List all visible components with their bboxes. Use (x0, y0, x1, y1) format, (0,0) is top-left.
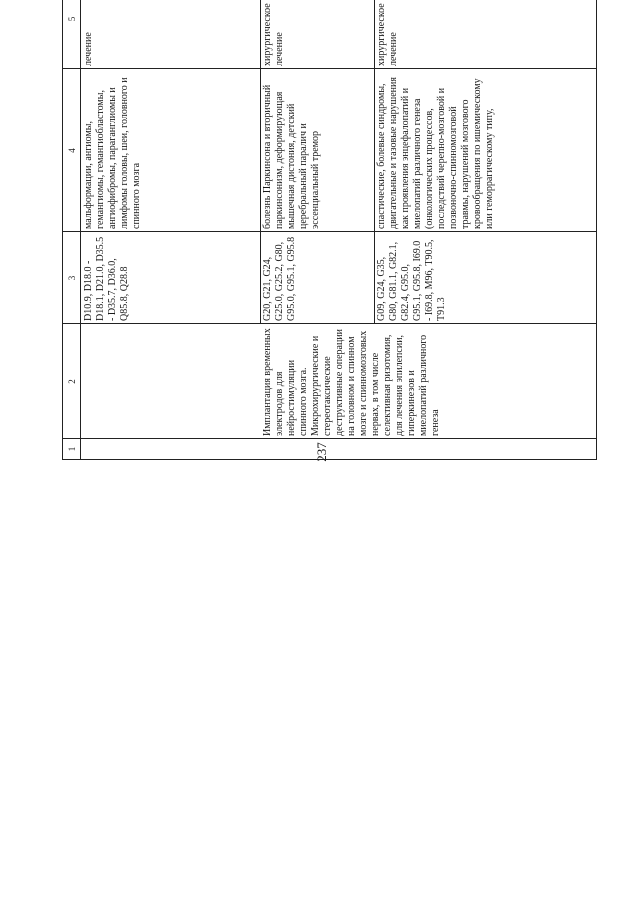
row1-icd-codes: D10.9, D18.0 - D18.1, D21.0, D35.5 - D35.7, D36.0, Q85.8, Q28.8 (83, 236, 130, 321)
rotated-table-page (62, 0, 597, 460)
row3-treatment-type: хирургическое лечение (376, 3, 399, 66)
row2-icd-codes: G20, G21, G24, G25.0, G25.2, G80, G95.0, G95.1, G95.8 (262, 236, 297, 321)
column-number-5: 5 (67, 16, 77, 22)
page-number: 237 (314, 442, 329, 462)
row2-diagnosis: болезнь Паркинсона и вторичный паркинсонизм, деформирующая мышечная дистония, детский церебральный паралич и эссенциальный тремор (262, 84, 321, 229)
row3-icd-codes: G09, G24, G35, G80, G81.1, G82.1, G82.4, G95.0, G95.1, G95.8, I69.0 - I69.8, M96, T90.5, T91.3 (376, 239, 447, 321)
group-procedure-name: Имплантация временных электродов для нейростимуляции спинного мозга. Микрохирургические и стереотаксические деструктивные операции на головном и спинном мозге и спинномозговых нервах, в том числе селективная ризотомия, для лечения эпилепсии, гиперкинезов и миелопатий различного генеза (262, 328, 441, 436)
column-number-1: 1 (67, 446, 77, 452)
procedures-table (62, 0, 597, 460)
row2-treatment-type: хирургическое лечение (262, 3, 285, 66)
row1-treatment-type: лечение (83, 32, 94, 66)
column-number-2: 2 (67, 379, 77, 384)
row1-diagnosis: мальформации, ангиомы, гемангиомы, гемангиобластомы, ангиофибромы, параганглиомы и лимфомы головы, шеи, головного и спинного мозга (83, 77, 142, 229)
column-number-4: 4 (67, 148, 77, 153)
column-number-3: 3 (67, 275, 77, 281)
row3-diagnosis: спастические, болевые синдромы, двигательные и тазовые нарушения как проявления энцефалопатий и миелопатий различного генеза (онкологических процессов, последствий черепно-мозговой и позвоночно-спинномозговой травмы, нарушений мозгового кровообращения по ишемическому или геморрагическому типу, (376, 77, 495, 229)
